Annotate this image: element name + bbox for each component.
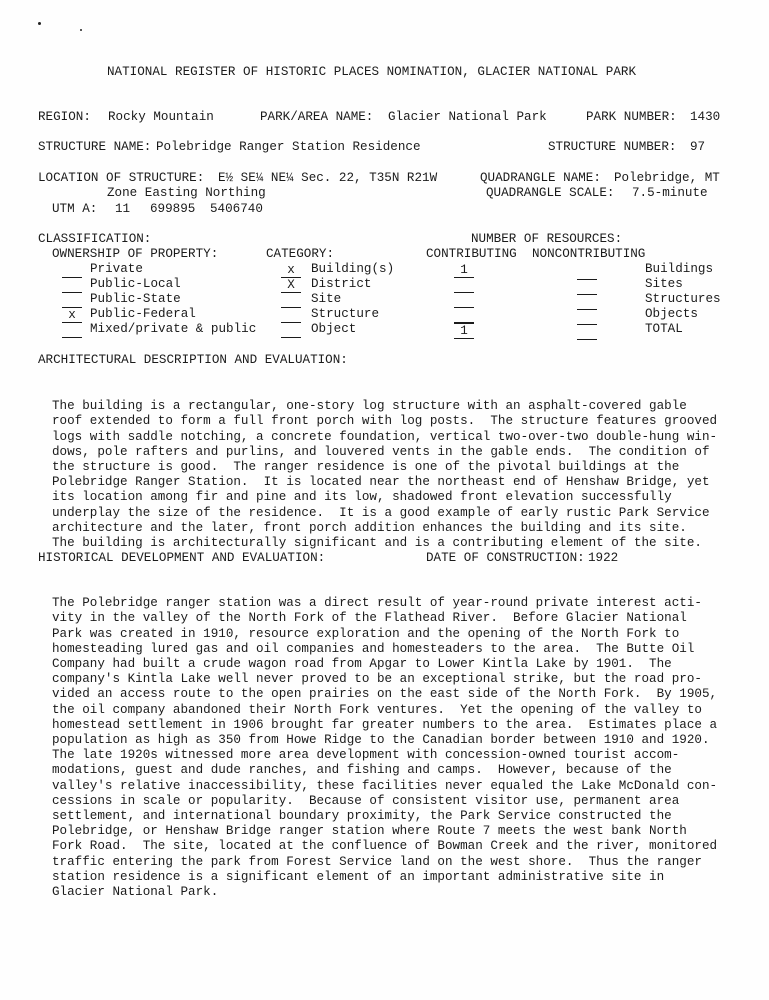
text-line: The Polebridge ranger station was a direct result of year-round private interest acti- <box>52 596 702 611</box>
ownership-label-public-state: Public-State <box>90 292 181 306</box>
quadrangle-scale-label: QUADRANGLE SCALE: <box>486 186 615 200</box>
structure-number-label: STRUCTURE NUMBER: <box>548 140 677 154</box>
historical-text <box>52 581 742 915</box>
category-label-buildings: Building(s) <box>311 262 395 276</box>
ownership-checkbox-private[interactable] <box>62 263 82 278</box>
structure-name-label: STRUCTURE NAME: <box>38 140 152 154</box>
region-label: REGION: <box>38 110 91 124</box>
contributing-total[interactable]: 1 <box>454 323 474 339</box>
noncontributing-total[interactable] <box>577 325 597 340</box>
text-line: vity in the valley of the North Fork of the Flathead River. Before Glacier National <box>52 611 687 626</box>
text-line: Polebridge, or Henshaw Bridge ranger station where Route 7 meets the west bank North <box>52 824 687 839</box>
text-line: Fork Road. The site, located at the confluence of Bowman Creek and the river, monitored <box>52 839 718 854</box>
text-line: homesteading lured gas and oil companies and homesteaders to the area. The Butte Oil <box>52 641 695 656</box>
utm-label: UTM A: <box>52 202 98 216</box>
category-label-structure: Structure <box>311 307 380 321</box>
construction-date-value: 1922 <box>588 551 619 565</box>
historical-heading: HISTORICAL DEVELOPMENT AND EVALUATION: <box>38 551 326 565</box>
resource-label-structures: Structures <box>645 292 721 306</box>
ownership-heading: OWNERSHIP OF PROPERTY: <box>52 247 219 261</box>
quadrangle-name-label: QUADRANGLE NAME: <box>480 171 601 185</box>
text-line: cessions in scale or popularity. Because of consistent visitor use, permanent area <box>52 793 680 808</box>
text-line: the oil company abandoned their North Fork ventures. Yet the opening of the valley to <box>52 702 702 717</box>
resource-label-sites: Sites <box>645 277 683 291</box>
text-line: logs with saddle notching, a concrete foundation, vertical two-over-two double-hung win- <box>52 429 718 444</box>
category-checkbox-district[interactable]: X <box>281 278 301 293</box>
resource-label-total: TOTAL <box>645 322 683 336</box>
text-line: Park was created in 1910, resource exploration and the opening of the North Fork to <box>52 626 680 641</box>
park-number-value: 1430 <box>690 110 721 124</box>
utm-northing: 5406740 <box>210 202 263 216</box>
text-line: underplay the size of the residence. It is a good example of early rustic Park Service <box>52 505 710 520</box>
category-checkbox-site[interactable] <box>281 293 301 308</box>
category-checkbox-object[interactable] <box>281 323 301 338</box>
text-line: The late 1920s witnessed more area development with concession-owned tourist accom- <box>52 748 680 763</box>
text-line: Glacier National Park. <box>52 885 219 900</box>
utm-zone: 11 <box>115 202 131 216</box>
classification-heading: CLASSIFICATION: <box>38 232 152 246</box>
resource-label-objects: Objects <box>645 307 698 321</box>
noncontributing-structures[interactable] <box>577 295 597 310</box>
contributing-sites[interactable] <box>454 278 474 293</box>
text-line: population as high as 350 from Howe Ridge to the Canadian border between 1910 and 1920. <box>52 733 710 748</box>
contributing-structures[interactable] <box>454 293 474 308</box>
contributing-buildings[interactable]: 1 <box>454 263 474 278</box>
text-line: Company had built a crude wagon road from Apgar to Lower Kintla Lake by 1901. The <box>52 657 672 672</box>
noncontributing-objects[interactable] <box>577 310 597 325</box>
architectural-heading: ARCHITECTURAL DESCRIPTION AND EVALUATION: <box>38 353 348 367</box>
text-line: vided an access route to the open prairies on the east side of the North Fork. By 1905, <box>52 687 718 702</box>
ownership-label-public-local: Public-Local <box>90 277 181 291</box>
category-label-site: Site <box>311 292 342 306</box>
page-title: NATIONAL REGISTER OF HISTORIC PLACES NOMINATION, GLACIER NATIONAL PARK <box>107 65 637 79</box>
text-line: company's Kintla Lake well never proved to be an exceptional strike, but the road pro- <box>52 672 702 687</box>
ownership-checkbox-mixed[interactable] <box>62 323 82 338</box>
quadrangle-scale-value: 7.5-minute <box>632 186 708 200</box>
ownership-label-public-federal: Public-Federal <box>90 307 196 321</box>
ownership-label-private: Private <box>90 262 143 276</box>
park-area-label: PARK/AREA NAME: <box>260 110 374 124</box>
noncontributing-heading: NONCONTRIBUTING <box>532 247 646 261</box>
category-label-object: Object <box>311 322 357 336</box>
text-line: valley's relative inaccessibility, these facilities never equaled the Lake McDonald con- <box>52 778 718 793</box>
utm-column-headings: Zone Easting Northing <box>107 186 266 200</box>
scan-speck <box>80 29 82 31</box>
location-label: LOCATION OF STRUCTURE: <box>38 171 205 185</box>
text-line: The building is architecturally significant and is a contributing element of the site. <box>52 536 702 551</box>
scan-speck <box>38 22 41 25</box>
noncontributing-sites[interactable] <box>577 280 597 295</box>
text-line: Polebridge Ranger Station. It is located near the northeast end of Henshaw Bridge, yet <box>52 475 710 490</box>
structure-number-value: 97 <box>690 140 706 154</box>
category-heading: CATEGORY: <box>266 247 335 261</box>
ownership-checkbox-public-state[interactable] <box>62 293 82 308</box>
noncontributing-buildings[interactable] <box>577 265 597 280</box>
text-line: dows, pole rafters and purlins, and louvered vents in the gable ends. The condition of <box>52 444 710 459</box>
category-checkbox-buildings[interactable]: x <box>281 263 301 278</box>
resources-heading: NUMBER OF RESOURCES: <box>471 232 623 246</box>
text-line: settlement, and international boundary proximity, the Park Service constructed the <box>52 809 672 824</box>
ownership-label-mixed: Mixed/private & public <box>90 322 257 336</box>
text-line: the structure is good. The ranger residence is one of the pivotal buildings at the <box>52 460 680 475</box>
location-value: E½ SE¼ NE¼ Sec. 22, T35N R21W <box>218 171 438 185</box>
text-line: traffic entering the park from Forest Service land on the west shore. Thus the ranger <box>52 854 702 869</box>
text-line: architecture and the later, front porch addition enhances the building and its site. <box>52 520 687 535</box>
category-label-district: District <box>311 277 372 291</box>
text-line: modations, guest and dude ranches, and fishing and camps. However, because of the <box>52 763 672 778</box>
text-line: its location among fir and pine and its low, shadowed front elevation successfully <box>52 490 672 505</box>
ownership-checkbox-public-federal[interactable]: x <box>62 308 82 323</box>
contributing-heading: CONTRIBUTING <box>426 247 517 261</box>
text-line: station residence is a significant element of an important administrative site in <box>52 869 665 884</box>
text-line: homestead settlement in 1906 brought far greater numbers to the area. Estimates place a <box>52 717 718 732</box>
category-checkbox-structure[interactable] <box>281 308 301 323</box>
utm-easting: 699895 <box>150 202 196 216</box>
architectural-text <box>52 384 742 566</box>
contributing-objects[interactable] <box>454 308 474 323</box>
ownership-checkbox-public-local[interactable] <box>62 278 82 293</box>
resource-label-buildings: Buildings <box>645 262 714 276</box>
region-value: Rocky Mountain <box>108 110 214 124</box>
construction-date-label: DATE OF CONSTRUCTION: <box>426 551 585 565</box>
text-line: The building is a rectangular, one-story log structure with an asphalt-covered gable <box>52 399 687 414</box>
text-line: roof extended to form a full front porch with log posts. The structure features grooved <box>52 414 718 429</box>
quadrangle-name-value: Polebridge, MT <box>614 171 720 185</box>
park-number-label: PARK NUMBER: <box>586 110 677 124</box>
structure-name-value: Polebridge Ranger Station Residence <box>156 140 421 154</box>
park-area-value: Glacier National Park <box>388 110 547 124</box>
